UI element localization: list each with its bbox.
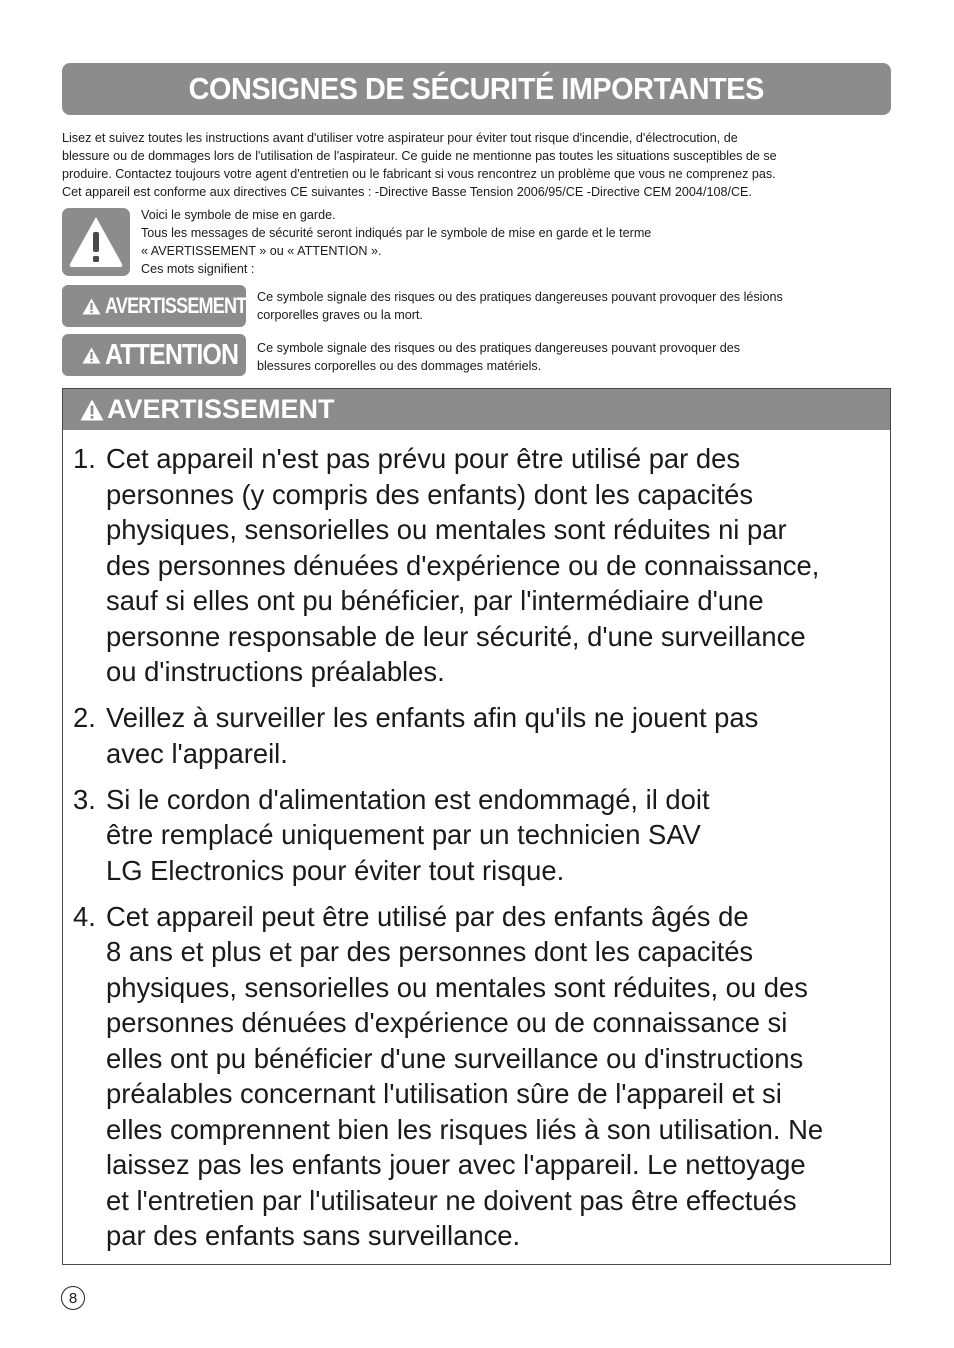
item-line: physiques, sensorielles ou mentales sont réduites ni par [106, 514, 787, 545]
title-bar [62, 63, 891, 115]
item-line: elles comprennent bien les risques liés à son utilisation. Ne [106, 1113, 824, 1145]
description-line: Ce symbole signale des risques ou des pratiques dangereuses pouvant provoquer des lésions [257, 290, 783, 304]
intro-line: Cet appareil est conforme aux directives CE suivantes : -Directive Basse Tension 2006/95/CE -Directive CEM 2004/108/CE. [62, 185, 752, 199]
item-line: LG Electronics pour éviter tout risque. [106, 854, 565, 886]
symbol-explanation [141, 206, 881, 278]
item-line: personnes dénuées d'expérience ou de connaissance si [106, 1007, 788, 1038]
item-number: 3. [73, 783, 96, 815]
item-line: des personnes dénuées d'expérience ou de connaissance, [106, 549, 820, 581]
list-item [73, 441, 888, 690]
warning-triangle-icon [82, 298, 101, 315]
warning-section-heading: AVERTISSEMENT [107, 394, 335, 424]
list-item [73, 782, 888, 889]
attention-description [257, 339, 887, 375]
badge-label: ATTENTION [105, 338, 239, 371]
page-title: CONSIGNES DE SÉCURITÉ IMPORTANTES [188, 71, 765, 106]
item-line: elles ont pu bénéficier d'une surveillance ou d'instructions [106, 1042, 804, 1074]
item-line: avec l'appareil. [106, 737, 288, 769]
intro-paragraph [62, 129, 892, 201]
avertissement-badge [62, 285, 246, 327]
symbol-line: « AVERTISSEMENT » ou « ATTENTION ». [141, 244, 382, 258]
item-number: 2. [73, 702, 96, 733]
item-line: personne responsable de leur sécurité, d'une surveillance [106, 620, 806, 652]
item-line: et l'entretien par l'utilisateur ne doivent pas être effectués [106, 1184, 797, 1216]
warning-triangle-icon [82, 347, 101, 364]
item-line: Veillez à surveiller les enfants afin qu'ils ne jouent pas [106, 702, 759, 733]
symbol-line: Voici le symbole de mise en garde. [141, 208, 336, 222]
item-line: être remplacé uniquement par un technicien SAV [106, 819, 701, 850]
item-line: physiques, sensorielles ou mentales sont réduites, ou des [106, 971, 808, 1003]
item-line: Cet appareil n'est pas prévu pour être utilisé par des [106, 443, 741, 474]
item-line: personnes (y compris des enfants) dont les capacités [106, 478, 754, 510]
item-line: préalables concernant l'utilisation sûre de l'appareil et si [106, 1078, 782, 1109]
item-line: par des enfants sans surveillance. [106, 1220, 521, 1251]
description-line: Ce symbole signale des risques ou des pratiques dangereuses pouvant provoquer des [257, 341, 741, 355]
page-number-label: 8 [68, 1289, 78, 1307]
item-line: sauf si elles ont pu bénéficier, par l'intermédiaire d'une [106, 585, 764, 616]
exclamation-warning-icon [62, 208, 130, 276]
item-line: Si le cordon d'alimentation est endommagé, il doit [106, 783, 710, 815]
symbol-line: Tous les messages de sécurité seront indiqués par le symbole de mise en garde et le terme [141, 226, 652, 240]
attention-badge [62, 334, 246, 376]
intro-line: produire. Contactez toujours votre agent d'entretien ou le fabricant si vous rencontrez un problème que vous ne comprenez pas. [62, 167, 776, 181]
warning-triangle-icon [80, 399, 104, 421]
list-item [73, 700, 888, 771]
symbol-line: Ces mots signifient : [141, 262, 255, 276]
avertissement-description [257, 288, 887, 324]
page-number [61, 1286, 85, 1310]
intro-line: Lisez et suivez toutes les instructions avant d'utiliser votre aspirateur pour éviter tout risque d'incendie, d'électrocution, de [62, 131, 738, 145]
description-line: corporelles graves ou la mort. [257, 308, 423, 322]
list-item [73, 899, 888, 1254]
description-line: blessures corporelles ou des dommages matériels. [257, 359, 542, 373]
intro-line: blessure ou de dommages lors de l'utilisation de l'aspirateur. Ce guide ne mentionne pas toutes les situations susceptibles de se [62, 149, 777, 163]
item-number: 1. [73, 443, 96, 474]
warning-section-header [63, 389, 890, 430]
item-number: 4. [73, 900, 96, 932]
badge-label: AVERTISSEMENT [105, 293, 247, 318]
item-line: ou d'instructions préalables. [106, 656, 445, 687]
warning-list [73, 441, 888, 1264]
warning-section [62, 388, 891, 1265]
item-line: 8 ans et plus et par des personnes dont les capacités [106, 936, 754, 967]
item-line: Cet appareil peut être utilisé par des enfants âgés de [106, 900, 749, 932]
item-line: laissez pas les enfants jouer avec l'appareil. Le nettoyage [106, 1149, 806, 1180]
